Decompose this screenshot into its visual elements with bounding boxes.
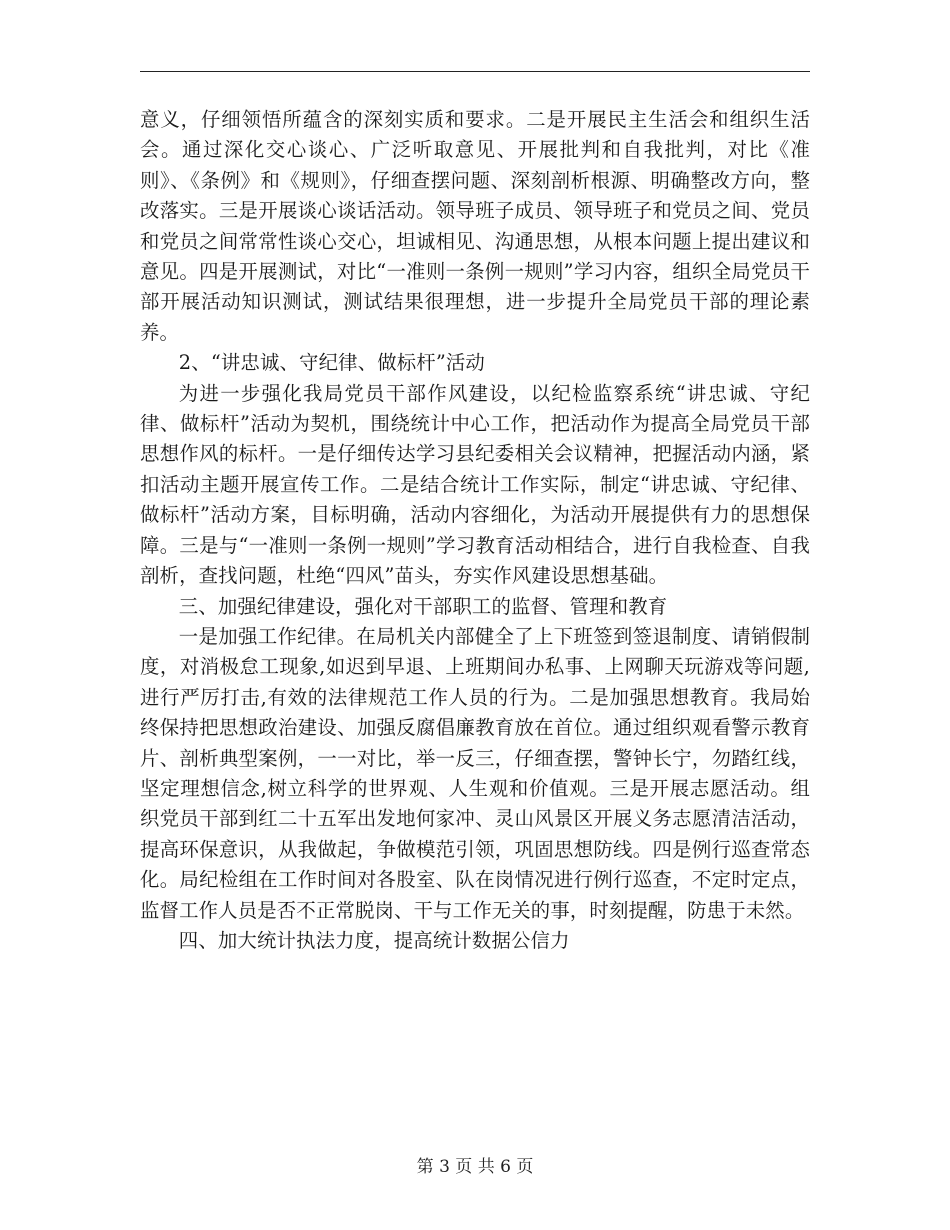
paragraph-integrity-campaign: 为进一步强化我局党员干部作风建设，以纪检监察系统“讲忠诚、守纪律、做标杆”活动为契机，围绕统计中心工作，把活动作为提高全局党员干部思想作风的标杆。一是仔细传达学习县纪委相关会议精神，把握活动内涵，紧扣活动主题开展宣传工作。二是结合统计工作实际，制定“讲忠诚、守纪律、做标杆”活动方案，目标明确，活动内容细化，为活动开展提供有力的思想保障。三是与“一准则一条例一规则”学习教育活动相结合，进行自我检查、自我剖析，查找问题，杜绝“四风”苗头，夯实作风建设思想基础。 [140,381,810,588]
header-rule [140,71,810,72]
paragraph-discipline: 一是加强工作纪律。在局机关内部健全了上下班签到签退制度、请销假制度，对消极怠工现象,如迟到早退、上班期间办私事、上网聊天玩游戏等问题,进行严厉打击,有效的法律规范工作人员的行为。二是加强思想教育。我局始终保持把思想政治建设、加强反腐倡廉教育放在首位。通过组织观看警示教育片、剖析典型案例，一一对比，举一反三，仔细查摆，警钟长宁，勿踏红线，坚定理想信念,树立科学的世界观、人生观和价值观。三是开展志愿活动。组织党员干部到红二十五军出发地何家冲、灵山风景区开展义务志愿清洁活动，提高环保意识，从我做起，争做模范引领，巩固思想防线。四是例行巡查常态化。局纪检组在工作时间对各股室、队在岗情况进行例行巡查，不定时定点，监督工作人员是否不正常脱岗、干与工作无关的事，时刻提醒，防患于未然。 [140,624,810,922]
section-heading-3: 三、加强纪律建设，强化对干部职工的监督、管理和教育 [178,594,668,618]
paragraph-continuation: 意义，仔细领悟所蕴含的深刻实质和要求。二是开展民主生活会和组织生活会。通过深化交心谈心、广泛听取意见、开展批判和自我批判，对比《准则》、《条例》和《规则》，仔细查摆问题、深刻剖析根源、明确整改方向，整改落实。三是开展谈心谈话活动。领导班子成员、领导班子和党员之间、党员和党员之间常常性谈心交心，坦诚相见、沟通思想，从根本问题上提出建议和意见。四是开展测试，对比“一准则一条例一规则”学习内容，组织全局党员干部开展活动知识测试，测试结果很理想，进一步提升全局党员干部的理论素养。 [140,108,810,344]
page-number-footer: 第 3 页 共 6 页 [416,1157,534,1177]
document-body [140,105,810,956]
section-heading-4: 四、加大统计执法力度，提高统计数据公信力 [178,928,570,952]
section-heading-2: 2、“讲忠诚、守纪律、做标杆”活动 [178,351,485,375]
